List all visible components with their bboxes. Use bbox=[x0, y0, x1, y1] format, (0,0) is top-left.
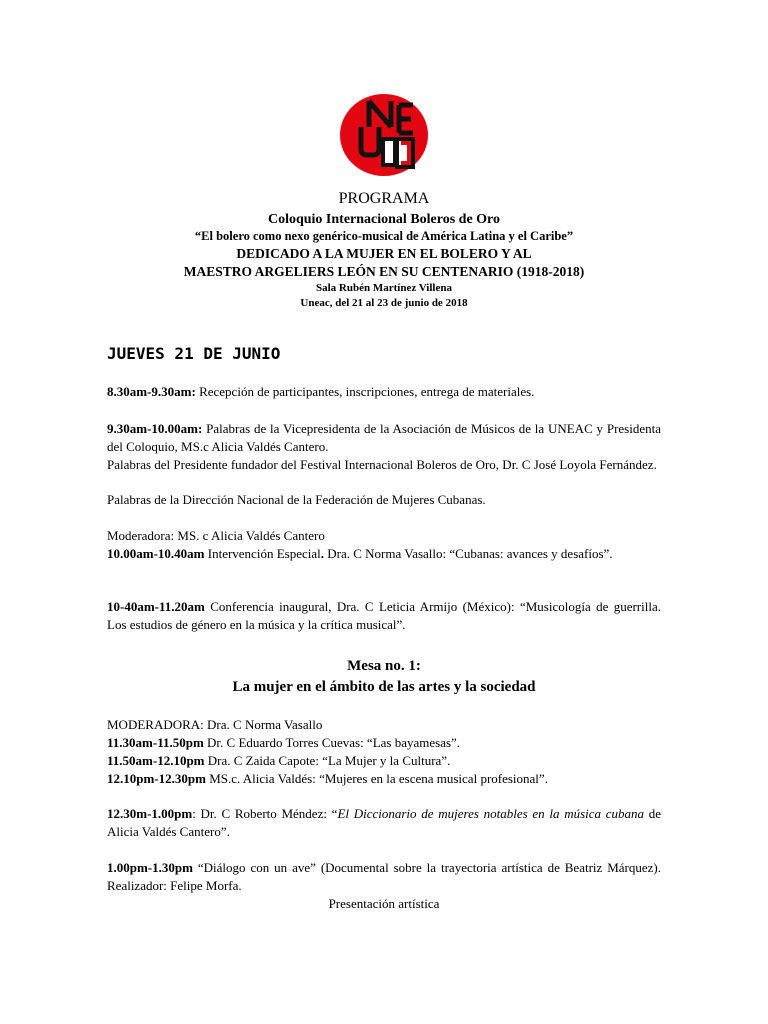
session-time: 9.30am-10.00am: bbox=[107, 421, 203, 436]
book-title: El Diccionario de mujeres notables en la música cubana bbox=[337, 806, 645, 821]
session-note: Palabras de la Dirección Nacional de la Federación de Mujeres Cubanas. bbox=[107, 492, 486, 507]
logo-letter-a bbox=[383, 139, 395, 165]
session-text: de Alicia Valdés Cantero”. bbox=[107, 806, 661, 839]
uneac-logo bbox=[339, 93, 429, 177]
session-time: 12.10pm-12.30pm bbox=[107, 771, 206, 786]
dedication-line-2: MAESTRO ARGELIERS LEÓN EN SU CENTENARIO (1918-2018) bbox=[183, 264, 585, 279]
session-item bbox=[107, 859, 661, 895]
session-item bbox=[107, 420, 661, 456]
session-text: Recepción de participantes, inscripciones, entrega de materiales. bbox=[195, 384, 535, 399]
session-text: : Dr. C Roberto Méndez: “ bbox=[192, 806, 338, 821]
session-item bbox=[107, 770, 661, 788]
dedication-line-1: DEDICADO A LA MUJER EN EL BOLERO Y AL bbox=[236, 246, 532, 261]
session-text: Intervención Especial bbox=[204, 546, 321, 561]
mesa-subtitle: La mujer en el ámbito de las artes y la sociedad bbox=[232, 679, 536, 695]
session-item bbox=[107, 734, 661, 752]
session-item bbox=[107, 383, 661, 401]
session-text: Conferencia inaugural, Dra. C Leticia Armijo (México): “Musicología de guerrilla. Los estudios de género en la música y la crítica musical”. bbox=[107, 599, 661, 632]
session-text: Palabras de la Vicepresidenta de la Asociación de Músicos de la UNEAC y Presidenta del Coloquio, MS.c Alicia Valdés Cantero. bbox=[107, 421, 661, 454]
day-heading: JUEVES 21 DE JUNIO bbox=[107, 344, 281, 363]
session-time: 10-40am-11.20am bbox=[107, 599, 205, 614]
session-time: 11.30am-11.50pm bbox=[107, 735, 204, 750]
moderator-line: Moderadora: MS. c Alicia Valdés Cantero bbox=[107, 528, 325, 543]
session-item bbox=[107, 805, 661, 841]
programa-title: PROGRAMA bbox=[338, 190, 430, 207]
coloquio-title: Coloquio Internacional Boleros de Oro bbox=[267, 212, 501, 227]
venue: Sala Rubén Martínez Villena bbox=[316, 282, 452, 294]
session-time: 1.00pm-1.30pm bbox=[107, 860, 193, 875]
coloquio-theme: “El bolero como nexo genérico-musical de América Latina y el Caribe” bbox=[194, 229, 574, 243]
session-time: 8.30am-9.30am: bbox=[107, 384, 196, 399]
artistic-presentation: Presentación artística bbox=[328, 896, 440, 911]
moderator-line: MODERADORA: Dra. C Norma Vasallo bbox=[107, 717, 323, 732]
session-item bbox=[107, 752, 661, 770]
session-text: MS.c. Alicia Valdés: “Mujeres en la escena musical profesional”. bbox=[205, 771, 548, 786]
session-note: Palabras del Presidente fundador del Festival Internacional Boleros de Oro, Dr. C José Loyola Fernández. bbox=[107, 457, 657, 472]
event-dates: Uneac, del 21 al 23 de junio de 2018 bbox=[300, 297, 468, 309]
session-time: 12.30m-1.00pm bbox=[107, 806, 193, 821]
session-item bbox=[107, 598, 661, 634]
session-item bbox=[107, 545, 661, 563]
session-time: 10.00am-10.40am bbox=[107, 546, 205, 561]
session-time: 11.50am-12.10pm bbox=[107, 753, 205, 768]
session-text: Dra. C Norma Vasallo: “Cubanas: avances y desafíos”. bbox=[323, 546, 613, 561]
session-text: Dr. C Eduardo Torres Cuevas: “Las bayamesas”. bbox=[203, 735, 461, 750]
mesa-title: Mesa no. 1: bbox=[347, 658, 421, 674]
session-text: “Diálogo con un ave” (Documental sobre la trayectoria artística de Beatriz Márquez). Realizador: Felipe Morfa. bbox=[107, 860, 661, 893]
session-text: Dra. C Zaida Capote: “La Mujer y la Cultura”. bbox=[204, 753, 451, 768]
session-punctuation: . bbox=[320, 546, 324, 561]
